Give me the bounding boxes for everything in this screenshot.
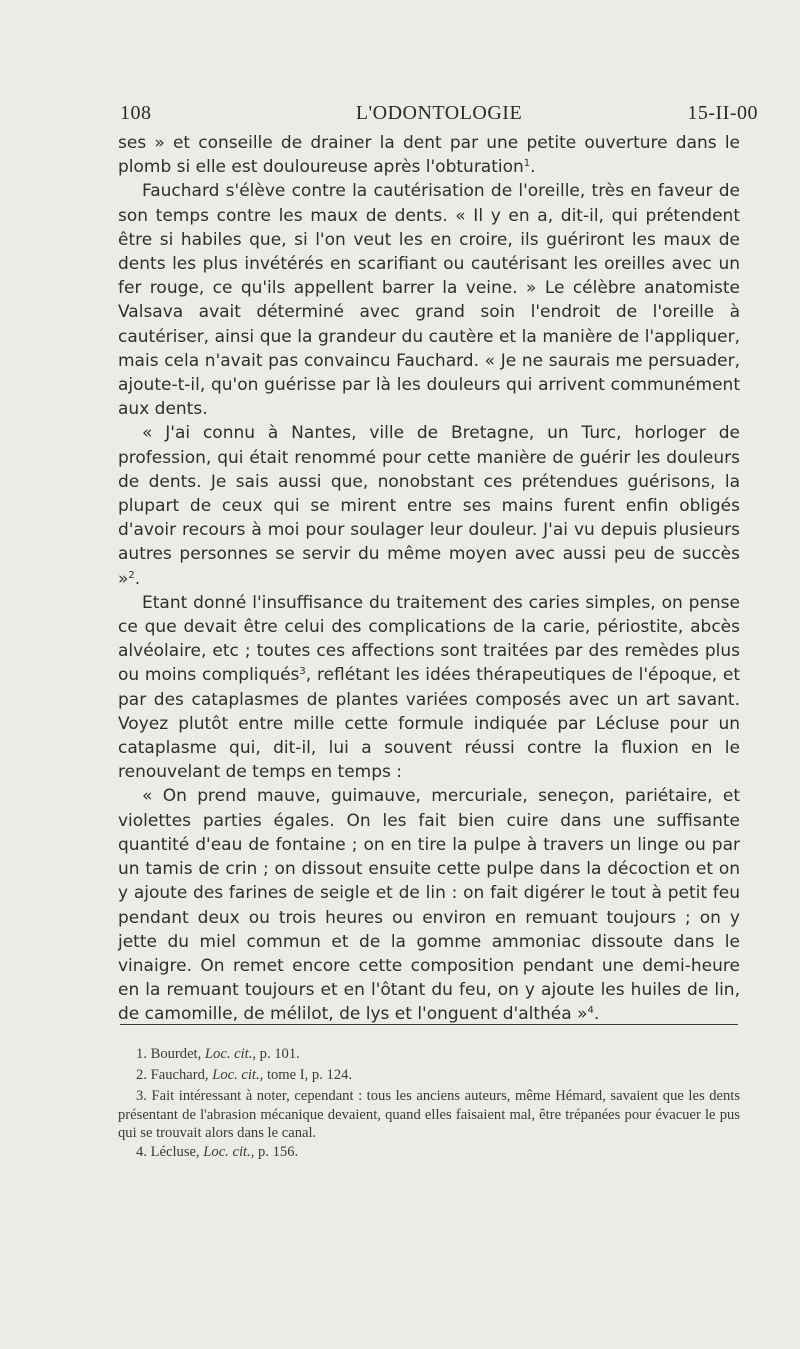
issue-date: 15-II-00 [687, 102, 758, 124]
footnote-ref-4: 4 [587, 1005, 594, 1017]
main-text [118, 131, 740, 1027]
footnote-divider [120, 1024, 738, 1025]
footnote-1: 1. Bourdet, Loc. cit., p. 101. [136, 1046, 300, 1062]
paragraph-5: « On prend mauve, guimauve, mercuriale, seneçon, pariétaire, et violettes parties égales. On les fait bien cuire dans une suffisante quantité d'eau de fontaine ; on en tire la pulpe à travers un linge ou par un tamis de crin ; on dissout ensuite cette pulpe dans la décoction et on y ajoute des farines de seigle et de lin : on fait digérer le tout à petit feu pendant deux ou trois heures ou environ en remuant toujours ; on y jette du miel commun et de la gomme ammoniac dissoute dans le vinaigre. On remet encore cette composition pendant une demi-heure en la remuant toujours et en l'ôtant du feu, on y ajoute les huiles de lin, de camomille, de mélilot, de lys et l'onguent d'althéa »$^4$. [118, 786, 740, 1025]
footnote-ref-3: 3 [299, 666, 306, 678]
footnote-3: 3. Fait intéressant à noter, cependant : tous les anciens auteurs, même Hémard, savaient que les dents présentant de l'abrasion mécanique devaient, quand elles faisaient mal, être trépanées pour évacuer le pus qui se trouvait alors dans le canal. [118, 1088, 740, 1141]
footnote-ref-2: 2 [128, 569, 135, 581]
paragraph-1: ses » et conseille de drainer la dent par une petite ouverture dans le plomb si elle est douloureuse après l'obturation$^1$. [118, 133, 740, 178]
paragraph-3: « J'ai connu à Nantes, ville de Bretagne, un Turc, horloger de profession, qui était renommé pour cette manière de guérir les douleurs de dents. Je sais aussi que, nonobstant ces prétendues guérisons, la plupart de ceux qui se mirent entre ses mains furent enfin obligés d'avoir recours à moi pour soulager leur douleur. J'ai vu depuis plusieurs autres personnes se servir du même moyen avec aussi peu de succès »$^2$. [118, 423, 740, 589]
footnotes [118, 1045, 740, 1161]
paragraph-4: Etant donné l'insuffisance du traitement des caries simples, on pense ce que devait être celui des complications de la carie, périostite, abcès alvéolaire, etc ; toutes ces affections sont traitées par des remèdes plus ou moins compliqués$^3$, reflétant les idées thérapeutiques de l'époque, et par des cataplasmes de plantes variées composés avec un art savant. Voyez plutôt entre mille cette formule indiquée par Lécluse pour un cataplasme qui, dit-il, lui a souvent réussi contre la fluxion en le renouvelant de temps en temps : [118, 592, 740, 783]
footnote-2: 2. Fauchard, Loc. cit., tome I, p. 124. [136, 1067, 353, 1084]
journal-title: L'ODONTOLOGIE [355, 102, 523, 124]
paragraph-2: Fauchard s'élève contre la cautérisation de l'oreille, très en faveur de son temps contre les maux de dents. « Il y en a, dit-il, qui prétendent être si habiles que, si l'on veut les en croire, ils guériront les maux de dents les plus invétérés en scarifiant ou cautérisant les oreilles avec un fer rouge, ce qu'ils appellent barrer la veine. » Le célèbre anatomiste Valsava avait déterminé avec grand soin l'endroit de l'oreille à cautériser, ainsi que la grandeur du cautère et la manière de l'appliquer, mais cela n'avait pas convaincu Fauchard. « Je ne saurais me persuader, ajoute-t-il, qu'on guérisse par là les douleurs qui arrivent communément aux dents. [118, 181, 740, 420]
running-header [120, 102, 758, 130]
footnote-4: 4. Lécluse, Loc. cit., p. 156. [136, 1144, 299, 1161]
page-number: 108 [120, 102, 152, 124]
footnote-ref-1: 1 [523, 158, 531, 170]
